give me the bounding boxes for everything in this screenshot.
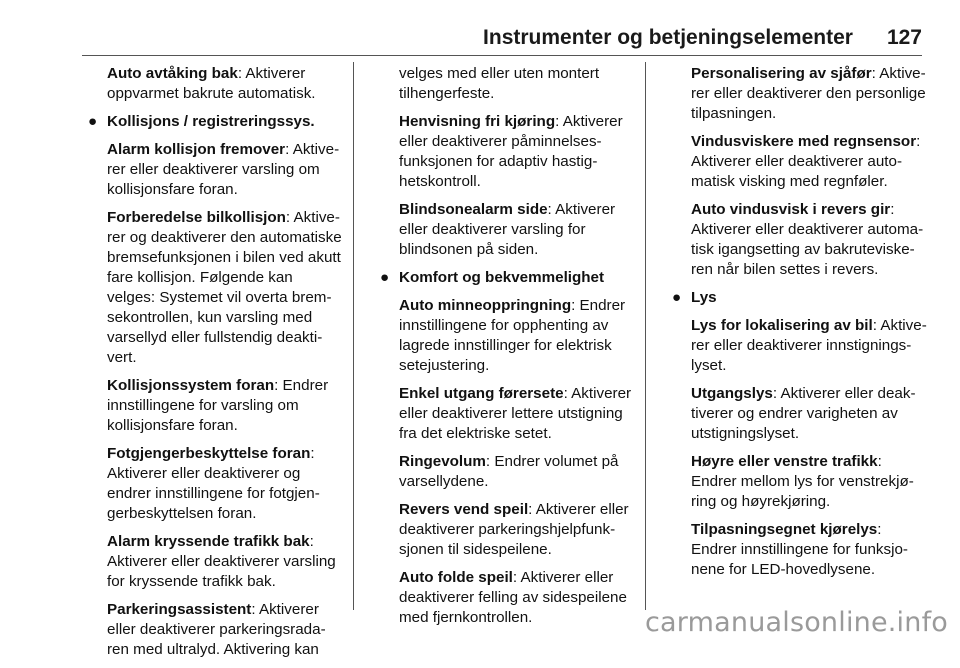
setting-description: : Aktiverer eller deaktiverer lettere utstigning fra det elektriske setet. [399,385,632,442]
setting-entry [691,452,927,512]
column-2 [380,64,635,636]
bullet-icon: ● [380,269,390,286]
setting-term: Personalisering av sjåfør [691,65,872,82]
setting-description: : Aktiverer eller deaktiverer påminnelsesfunksjonen for adaptiv hastighetskontroll. [399,113,623,190]
setting-entry [399,384,635,444]
column-3 [672,64,927,588]
header-title: Instrumenter og betjeningselementer [483,26,853,49]
watermark: carmanualsonline.info [645,607,948,638]
setting-term: Alarm kollisjon fremover [107,141,286,158]
setting-term: Utgangslys [691,385,773,402]
setting-entry [107,64,342,104]
section-heading-text: Kollisjons / registreringssys. [107,113,315,130]
setting-description: : Aktiverer eller deaktiverer automatisk igangsetting av bakruteviskeren når bilen settes i revers. [691,201,924,278]
header-rule [82,55,922,56]
setting-description: : Aktiverer eller deaktiverer og endrer innstillingene for fotgjengerbeskyttelsen foran. [107,445,320,522]
column-1 [88,64,342,668]
setting-description: : Endrer innstillingene for funksjonene for LED-hovedlysene. [691,521,908,578]
setting-description: : Aktiverer og deaktiverer den automatiske bremsefunksjonen i bilen ved akutt fare kollisjon. Følgende kan velges: Systemet vil overta bremsekontrollen, kun varsling med varsellyd eller fullstendig deaktivert. [107,209,342,366]
setting-entry [107,376,342,436]
setting-term: Lys for lokalisering av bil [691,317,873,334]
setting-term: Tilpasningsegnet kjørelys [691,521,878,538]
setting-term: Henvisning fri kjøring [399,113,556,130]
setting-entry [691,64,927,124]
setting-term: Auto folde speil [399,569,513,586]
setting-description: : Aktiverer oppvarmet bakrute automatisk. [107,65,316,102]
page-header [483,26,922,50]
setting-entry [691,132,927,192]
setting-entry [107,532,342,592]
section-heading-text: Lys [691,289,717,306]
bullet-icon: ● [672,289,682,306]
setting-entry [691,520,927,580]
setting-term: Alarm kryssende trafikk bak [107,533,310,550]
setting-term: Høyre eller venstre trafikk [691,453,878,470]
setting-description: : Aktiverer eller deaktiverer og endrer varigheten av utstigningslyset. [691,385,916,442]
setting-description: velges med eller uten montert tilhengerfeste. [399,65,600,102]
setting-description: : Aktiverer eller deaktiverer parkeringshjelpfunksjonen til sidespeilene. [399,501,629,558]
setting-term: Parkeringsassistent [107,601,252,618]
setting-description: : Endrer innstillingene for varsling om kollisjonsfare foran. [107,377,329,434]
setting-description: : Aktiverer eller deaktiverer felling av sidespeilene med fjernkontrollen. [399,569,627,626]
setting-entry [399,452,635,492]
setting-term: Enkel utgang førersete [399,385,564,402]
setting-entry [107,140,342,200]
bullet-icon: ● [88,113,98,130]
setting-entry [399,112,635,192]
setting-description: : Aktiverer eller deaktiverer varsling for kryssende trafikk bak. [107,533,336,590]
setting-term: Auto minneoppringning [399,297,572,314]
setting-entry [399,64,635,104]
column-divider-2 [645,62,646,610]
setting-entry [107,600,342,660]
setting-entry [399,296,635,376]
setting-entry [691,200,927,280]
setting-term: Kollisjonssystem foran [107,377,275,394]
section-heading [380,268,635,288]
setting-entry [399,568,635,628]
setting-entry [399,200,635,260]
setting-entry [691,316,927,376]
section-heading [672,288,927,308]
section-heading-text: Komfort og bekvemmelighet [399,269,605,286]
setting-description: : Aktiverer eller deaktiverer innstigningslyset. [691,317,927,374]
setting-description: : Aktiverer eller deaktiverer varsling om kollisjonsfare foran. [107,141,340,198]
setting-term: Auto avtåking bak [107,65,238,82]
setting-term: Auto vindusvisk i revers gir [691,201,891,218]
setting-description: : Endrer mellom lys for venstrekjøring og høyrekjøring. [691,453,914,510]
page-number: 127 [886,26,922,49]
setting-term: Forberedelse bilkollisjon [107,209,286,226]
setting-description: : Endrer innstillingene for opphenting av lagrede innstillinger for elektrisk setejustering. [399,297,626,374]
setting-entry [107,444,342,524]
setting-description: : Aktiverer eller deaktiverer parkeringsradaren med ultralyd. Aktivering kan [107,601,326,658]
setting-term: Fotgjengerbeskyttelse foran [107,445,311,462]
setting-term: Vindusviskere med regnsensor [691,133,917,150]
setting-entry [399,500,635,560]
setting-entry [107,208,342,368]
setting-entry [691,384,927,444]
setting-description: : Endrer volumet på varsellydene. [399,453,619,490]
setting-description: : Aktiverer eller deaktiverer den personlige tilpasningen. [691,65,926,122]
setting-description: : Aktiverer eller deaktiverer varsling for blindsonen på siden. [399,201,616,258]
column-divider-1 [353,62,354,610]
setting-description: : Aktiverer eller deaktiverer automatisk visking med regnføler. [691,133,921,190]
section-heading [88,112,342,132]
setting-term: Blindsonealarm side [399,201,548,218]
setting-term: Revers vend speil [399,501,529,518]
setting-term: Ringevolum [399,453,486,470]
